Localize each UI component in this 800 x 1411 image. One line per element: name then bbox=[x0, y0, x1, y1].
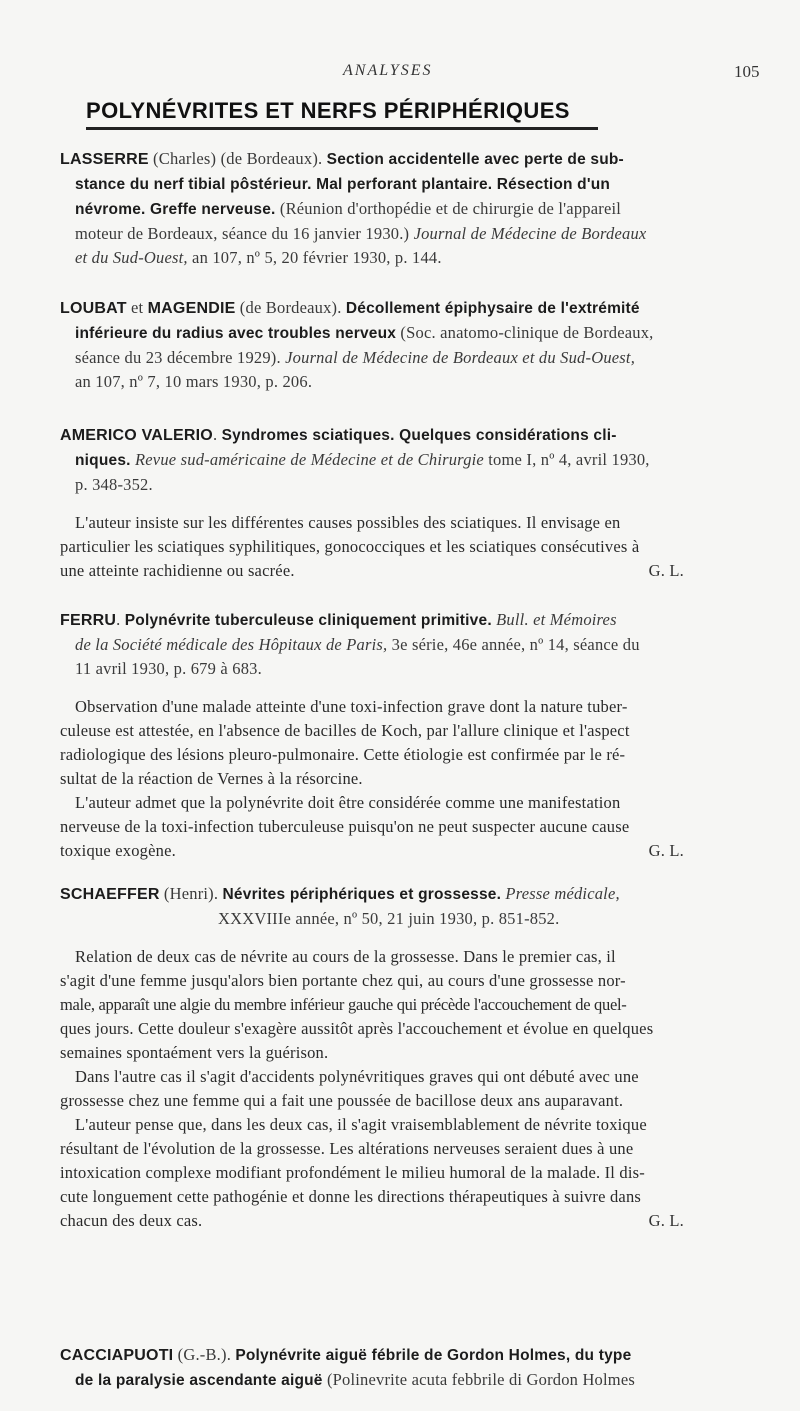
body-line: Observation d'une malade atteinte d'une toxi-infection grave dont la nature tuber- bbox=[75, 697, 628, 716]
ref-line bbox=[60, 172, 764, 197]
article-title: Névrites périphériques et grossesse. bbox=[222, 886, 502, 903]
ref-line: de la Société médicale des Hôpitaux de Paris, 3e série, 46e année, nº 14, séance du bbox=[75, 635, 640, 654]
page-number: 105 bbox=[734, 62, 760, 81]
journal-name: Presse médicale, bbox=[501, 884, 620, 903]
entry-cacciapuoti bbox=[60, 1343, 764, 1393]
ref-line: p. 348-352. bbox=[75, 475, 153, 494]
author-name: CACCIAPUOTI bbox=[60, 1347, 174, 1364]
signature: G. L. bbox=[648, 1211, 684, 1230]
ref-line: AMERICO VALERIO. Syndromes sciatiques. Quelques considérations cli- bbox=[60, 425, 617, 444]
journal-name: Revue sud-américaine de Médecine et de Chirurgie bbox=[135, 450, 484, 469]
ref-line: et du Sud-Ouest, an 107, nº 5, 20 février 1930, p. 144. bbox=[75, 248, 442, 267]
ref-line: an 107, nº 7, 10 mars 1930, p. 206. bbox=[75, 372, 313, 391]
ref-line: FERRU. Polynévrite tuberculeuse cliniquement primitive. Bull. et Mémoires bbox=[60, 610, 617, 629]
article-title: Section accidentelle avec perte de sub- bbox=[326, 151, 624, 168]
ref-line: LOUBAT et MAGENDIE (de Bordeaux). Décollement épiphysaire de l'extrémité bbox=[60, 298, 640, 317]
author-name: SCHAEFFER bbox=[60, 886, 160, 903]
author-name: MAGENDIE bbox=[147, 300, 236, 317]
entry-schaeffer bbox=[60, 882, 764, 1233]
article-title: stance du nerf tibial pôstérieur. Mal perforant plantaire. Résection d'un bbox=[75, 176, 611, 193]
entry-ferru bbox=[60, 608, 764, 863]
ref-line: névrome. Greffe nerveuse. (Réunion d'orthopédie et de chirurgie de l'appareil bbox=[75, 199, 622, 218]
body-line: radiologique des lésions pleuro-pulmonaire. Cette étiologie est confirmée par le ré- bbox=[60, 745, 626, 764]
running-title: ANALYSES bbox=[343, 62, 433, 79]
body-line: ques jours. Cette douleur s'exagère aussitôt après l'accouchement et évolue en quelques bbox=[60, 1019, 654, 1038]
entry-americo-valerio bbox=[60, 423, 764, 583]
article-title: inférieure du radius avec troubles nerveux bbox=[75, 325, 397, 342]
journal-name: Bull. et Mémoires bbox=[491, 610, 617, 629]
body-line: toxique exogène. bbox=[60, 841, 176, 860]
journal-name: et du Sud-Ouest, bbox=[75, 248, 188, 267]
body-line: s'agit d'une femme jusqu'alors bien portante chez qui, au cours d'une grossesse nor- bbox=[60, 971, 626, 990]
article-title: névrome. Greffe nerveuse. bbox=[75, 201, 276, 218]
section-title: POLYNÉVRITES ET NERFS PÉRIPHÉRIQUES bbox=[86, 98, 570, 123]
body-line: Dans l'autre cas il s'agit d'accidents polynévritiques graves qui ont débuté avec une bbox=[75, 1067, 639, 1086]
author-name: AMERICO VALERIO bbox=[60, 427, 213, 444]
body-line: L'auteur pense que, dans les deux cas, il s'agit vraisemblablement de névrite toxique bbox=[75, 1115, 647, 1134]
article-title: Polynévrite tuberculeuse cliniquement primitive. bbox=[124, 612, 492, 629]
body-line: résultant de l'évolution de la grossesse. Les altérations nerveuses seraient dues à une bbox=[60, 1139, 634, 1158]
body-line: sultat de la réaction de Vernes à la résorcine. bbox=[60, 769, 363, 788]
journal-name: Journal de Médecine de Bordeaux bbox=[413, 224, 647, 243]
body-line: culeuse est attestée, en l'absence de bacilles de Koch, par l'allure clinique et l'aspect bbox=[60, 721, 630, 740]
body-line-with-signature bbox=[60, 559, 764, 583]
ref-line: 11 avril 1930, p. 679 à 683. bbox=[75, 659, 262, 678]
body-line: male, apparaît une algie du membre inférieur gauche qui précède l'accouchement de quel- bbox=[60, 995, 627, 1014]
ref-line: SCHAEFFER (Henri). Névrites périphériques et grossesse. Presse médicale, bbox=[60, 884, 620, 903]
journal-name: Journal de Médecine de Bordeaux et du Sud-Ouest, bbox=[285, 348, 636, 367]
ref-line: inférieure du radius avec troubles nerveux (Soc. anatomo-clinique de Bordeaux, bbox=[75, 323, 654, 342]
journal-name: de la Société médicale des Hôpitaux de Paris, bbox=[75, 635, 388, 654]
ref-line: CACCIAPUOTI (G.-B.). Polynévrite aiguë fébrile de Gordon Holmes, du type bbox=[60, 1345, 632, 1364]
body-line: nerveuse de la toxi-infection tuberculeuse puisqu'on ne peut suspecter aucune cause bbox=[60, 817, 630, 836]
ref-line: séance du 23 décembre 1929). Journal de Médecine de Bordeaux et du Sud-Ouest, bbox=[75, 348, 636, 367]
body-line: particulier les sciatiques syphilitiques, gonococciques et les sciatiques consécutives à bbox=[60, 537, 640, 556]
article-title: de la paralysie ascendante aiguë bbox=[75, 1372, 323, 1389]
body-line-with-signature bbox=[60, 1209, 764, 1233]
author-name: LOUBAT bbox=[60, 300, 127, 317]
author-name: LASSERRE bbox=[60, 151, 149, 168]
body-line: semaines spontaément vers la guérison. bbox=[60, 1043, 329, 1062]
ref-line: moteur de Bordeaux, séance du 16 janvier 1930.) Journal de Médecine de Bordeaux bbox=[75, 224, 647, 243]
article-title: Syndromes sciatiques. Quelques considérations cli- bbox=[221, 427, 617, 444]
signature: G. L. bbox=[648, 841, 684, 860]
article-title: Décollement épiphysaire de l'extrémité bbox=[345, 300, 640, 317]
entry-lasserre bbox=[60, 147, 764, 270]
signature: G. L. bbox=[648, 561, 684, 580]
article-title: Polynévrite aiguë fébrile de Gordon Holmes, du type bbox=[235, 1347, 632, 1364]
running-header bbox=[0, 62, 800, 86]
entry-loubat-magendie bbox=[60, 296, 764, 394]
article-title: niques. bbox=[75, 452, 131, 469]
body-line: L'auteur admet que la polynévrite doit être considérée comme une manifestation bbox=[75, 793, 621, 812]
ref-line: de la paralysie ascendante aiguë (Polinevrite acuta febbrile di Gordon Holmes bbox=[75, 1370, 635, 1389]
body-line: Relation de deux cas de névrite au cours de la grossesse. Dans le premier cas, il bbox=[75, 947, 616, 966]
body-line-with-signature bbox=[60, 839, 764, 863]
body-line: grossesse chez une femme qui a fait une poussée de bacillose deux ans auparavant. bbox=[60, 1091, 624, 1110]
body-line: intoxication complexe modifiant profondément le milieu humoral de la malade. Il dis- bbox=[60, 1163, 645, 1182]
ref-line: LASSERRE (Charles) (de Bordeaux). Section accidentelle avec perte de sub- bbox=[60, 149, 624, 168]
body-line: chacun des deux cas. bbox=[60, 1211, 203, 1230]
body-line: L'auteur insiste sur les différentes causes possibles des sciatiques. Il envisage en bbox=[75, 513, 621, 532]
ref-line: niques. Revue sud-américaine de Médecine et de Chirurgie tome I, nº 4, avril 1930, bbox=[75, 450, 650, 469]
body-line: une atteinte rachidienne ou sacrée. bbox=[60, 561, 295, 580]
author-name: FERRU bbox=[60, 612, 117, 629]
ref-line: XXXVIIIe année, nº 50, 21 juin 1930, p. 851-852. bbox=[218, 909, 560, 928]
section-title-rule bbox=[86, 127, 598, 130]
body-line: cute longuement cette pathogénie et donne les directions thérapeutiques à suivre dans bbox=[60, 1187, 642, 1206]
